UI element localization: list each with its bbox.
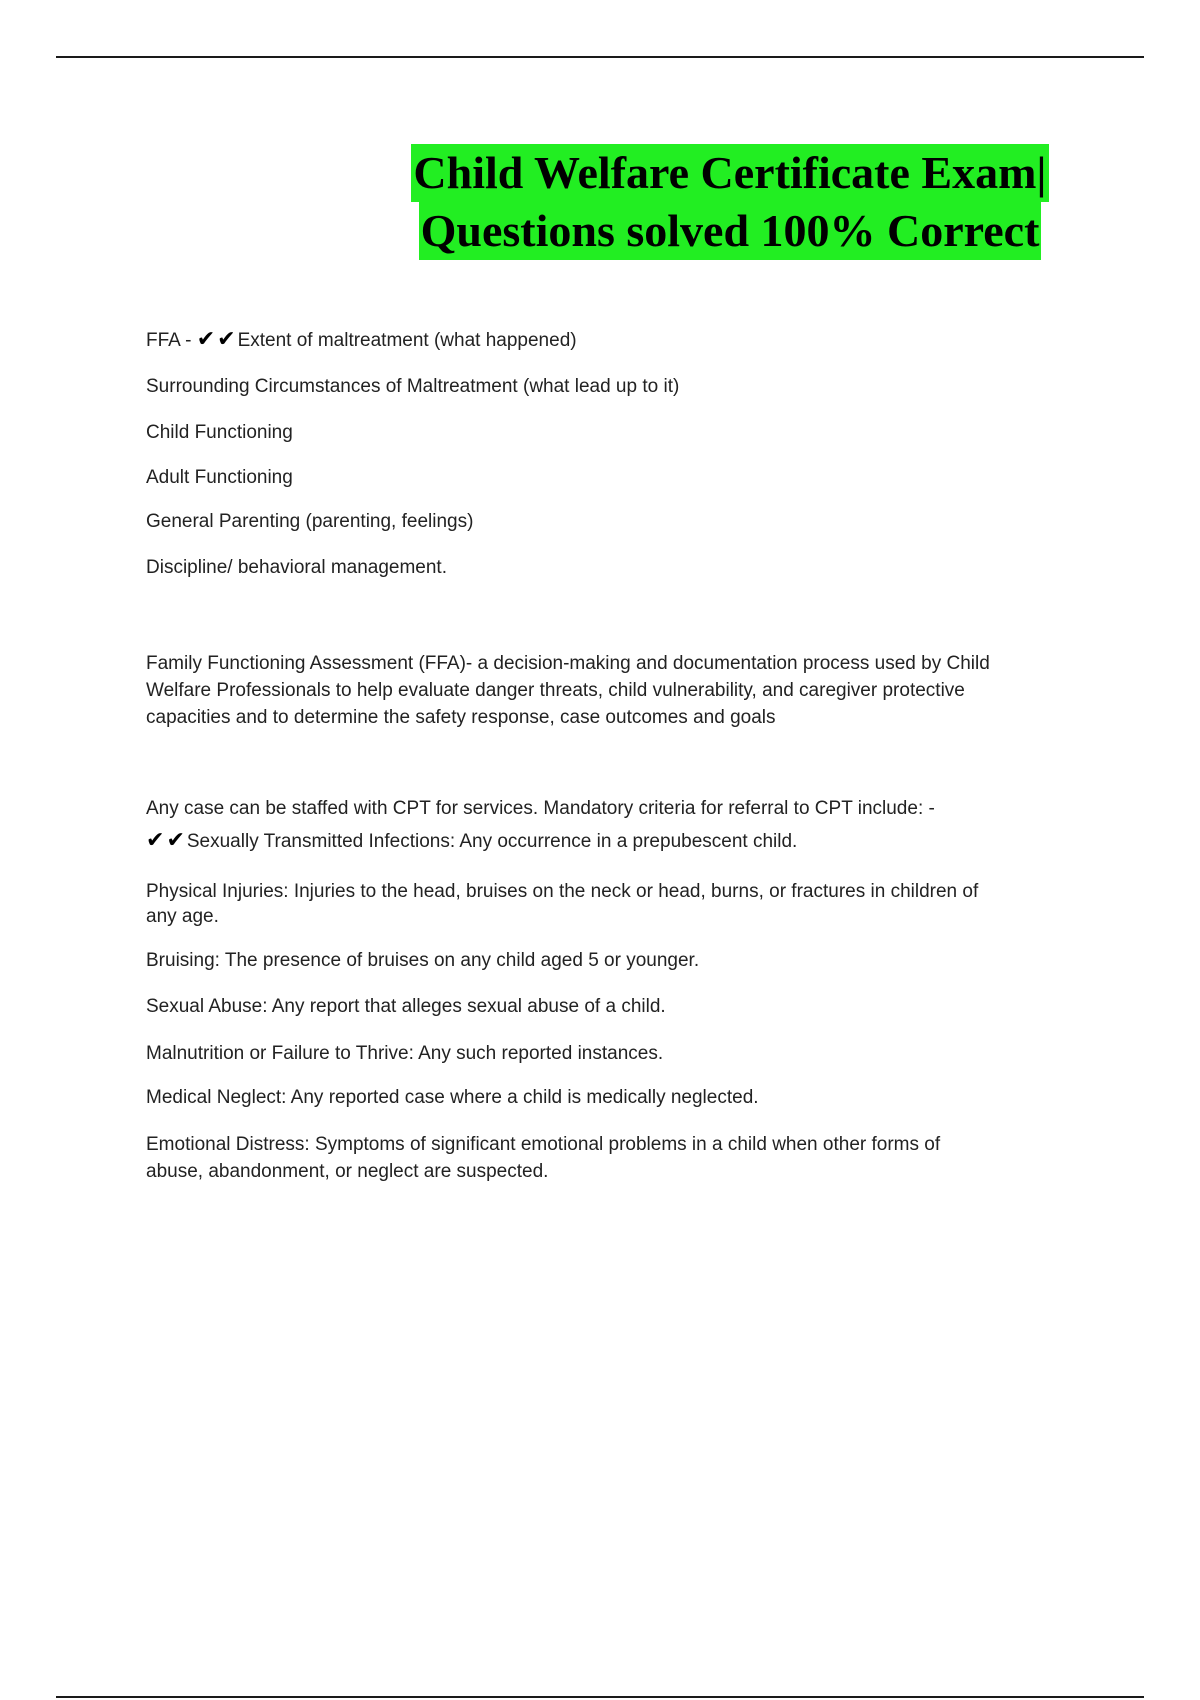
ffa-item-2: Surrounding Circumstances of Maltreatment (what lead up to it) [146, 376, 680, 397]
checkmark-icon: ✔ [196, 327, 216, 352]
title-line-2: Questions solved 100% Correct [419, 202, 1042, 260]
cpt-intro: Any case can be staffed with CPT for services. Mandatory criteria for referral to CPT include: - [146, 798, 935, 819]
top-rule [56, 56, 1144, 58]
checkmark-icon: ✔ [146, 828, 165, 853]
cpt-item-5: Malnutrition or Failure to Thrive: Any such reported instances. [146, 1043, 664, 1064]
ffa-item-4: Adult Functioning [146, 467, 293, 488]
ffa-prefix: FFA - [146, 330, 197, 351]
document-title [340, 144, 1120, 260]
ffa-item-3: Child Functioning [146, 422, 293, 443]
checkmark-icon: ✔ [217, 327, 236, 352]
cpt-item-7-line-1: Emotional Distress: Symptoms of significant emotional problems in a child when other forms of [146, 1134, 941, 1155]
cpt-item-7-line-2: abuse, abandonment, or neglect are suspected. [146, 1161, 549, 1182]
cpt-item-2-line-1: Physical Injuries: Injuries to the head, bruises on the neck or head, burns, or fractures in children of [146, 881, 979, 902]
checkmark-icon: ✔ [166, 828, 185, 853]
bottom-rule [56, 1696, 1144, 1698]
ffa-definition-line-3: capacities and to determine the safety response, case outcomes and goals [146, 707, 776, 728]
cpt-item-6: Medical Neglect: Any reported case where a child is medically neglected. [146, 1087, 759, 1108]
cpt-item-3: Bruising: The presence of bruises on any child aged 5 or younger. [146, 950, 700, 971]
cpt-item-1-text: Sexually Transmitted Infections: Any occurrence in a prepubescent child. [186, 831, 798, 852]
ffa-definition-line-1: Family Functioning Assessment (FFA)- a decision-making and documentation process used by Child [146, 653, 990, 674]
ffa-item-6: Discipline/ behavioral management. [146, 557, 447, 578]
ffa-item-5: General Parenting (parenting, feelings) [146, 511, 474, 532]
ffa-item-1 [146, 326, 1046, 354]
title-line-1: Child Welfare Certificate Exam| [411, 144, 1048, 202]
ffa-item-1-text: Extent of maltreatment (what happened) [237, 330, 577, 351]
ffa-definition-line-2: Welfare Professionals to help evaluate danger threats, child vulnerability, and caregiver protective [146, 680, 965, 701]
cpt-item-2-line-2: any age. [146, 906, 219, 927]
cpt-item-1 [146, 827, 1046, 855]
cpt-item-4: Sexual Abuse: Any report that alleges sexual abuse of a child. [146, 996, 666, 1017]
